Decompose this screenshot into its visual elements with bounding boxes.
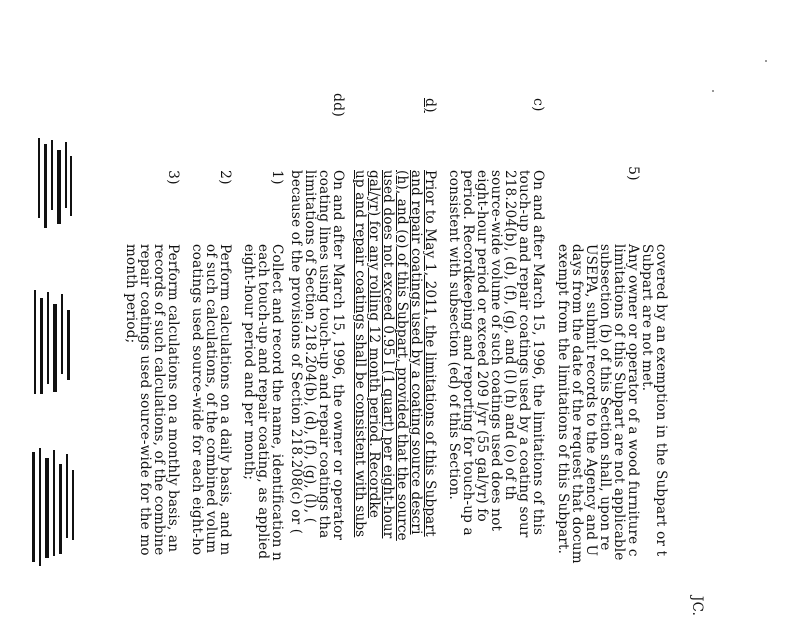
text-line: because of the provisions of Section 218.208(c) or (	[288, 170, 304, 535]
text-line: coating lines using touch-up and repair coatings tha	[316, 170, 332, 539]
text-line: gal/yr) for any rolling 12 month period. Recordke	[366, 170, 382, 519]
text-line: Perform calculations on a daily basis, and m	[217, 244, 233, 556]
text-line: eight-hour period and per month;	[241, 244, 257, 481]
text-line: source-wide volume of such coatings used does not	[488, 170, 504, 532]
text-line: Subpart are not met.	[639, 244, 655, 392]
text-line: touch-up and repair coatings used by a coating sour	[516, 170, 532, 538]
text-line: Any owner or operator of a wood furniture c	[625, 244, 641, 557]
scan-speck	[712, 90, 714, 92]
text-line: (h), and (o) of this Subpart, provided that the source	[394, 170, 410, 541]
section-label-dd: dd)	[330, 93, 346, 117]
text-line: days from the date of the request that docum	[569, 244, 585, 564]
text-line: exempt from the limitations of this Subpart.	[555, 244, 571, 555]
text-line: and repair coatings used by a coating source descri	[408, 170, 424, 535]
scan-speck	[765, 60, 767, 62]
text-line: Collect and record the name, identification n	[269, 244, 285, 561]
text-line: eight-hour period or exceed 209 l/yr (55 gal/yr) fo	[474, 170, 490, 522]
text-line: subsection (b) of this Section shall, upon re	[597, 244, 613, 551]
text-line: coatings used source-wide for each eight-ho	[189, 244, 205, 556]
scan-artifact-marks	[36, 138, 76, 228]
text-line: Prior to May 1, 2011, the limitations of this Subpart	[422, 170, 438, 537]
text-line: USEPA, submit records to the Agency and U	[583, 244, 599, 557]
list-label-b: 5)	[625, 166, 641, 181]
text-line: On and after March 15, 1996, the limitations of this	[530, 170, 546, 536]
list-label-2: 2)	[217, 170, 233, 185]
text-line: 218.204(b), (d), (f), (g), and (l) (h) and (o) of th	[502, 170, 518, 501]
text-line: of such calculations, of the combined volum	[203, 244, 219, 554]
list-label-3: 3)	[165, 170, 181, 185]
text-line: limitations of this Subpart are not applicable	[611, 244, 627, 561]
text-line: each touch-up and repair coating, as applied	[255, 244, 271, 560]
page-header-tag: JC.	[689, 596, 705, 617]
text-line: Perform calculations on a monthly basis, an	[165, 244, 181, 553]
text-line: repair coatings used source-wide for the mo	[137, 244, 153, 556]
scan-artifact-marks	[34, 290, 74, 400]
text-line: records of such calculations, of the combine	[151, 244, 167, 556]
text-line: up and repair coatings shall be consistent with subs	[352, 170, 368, 538]
list-label-1: 1)	[269, 170, 285, 185]
text-line: period. Recordkeeping and reporting for touch-up a	[460, 170, 476, 536]
section-label-d: d)	[422, 98, 438, 113]
text-line: month period;	[123, 244, 139, 344]
scan-artifact-marks	[32, 448, 76, 568]
text-line: covered by an exemption in the Subpart or t	[653, 244, 669, 557]
text-line: limitations of Section 218.204(b), (d), (f), (g), (l), (	[302, 170, 318, 524]
section-label-c: c)	[530, 98, 546, 112]
text-line: used does not exceed 0.95 l (1 quart) per eight-hour	[380, 170, 396, 539]
text-line: consistent with subsection (ed) of this Section.	[446, 170, 462, 501]
text-line: On and after March 15, 1996, the owner or operator	[330, 170, 346, 541]
